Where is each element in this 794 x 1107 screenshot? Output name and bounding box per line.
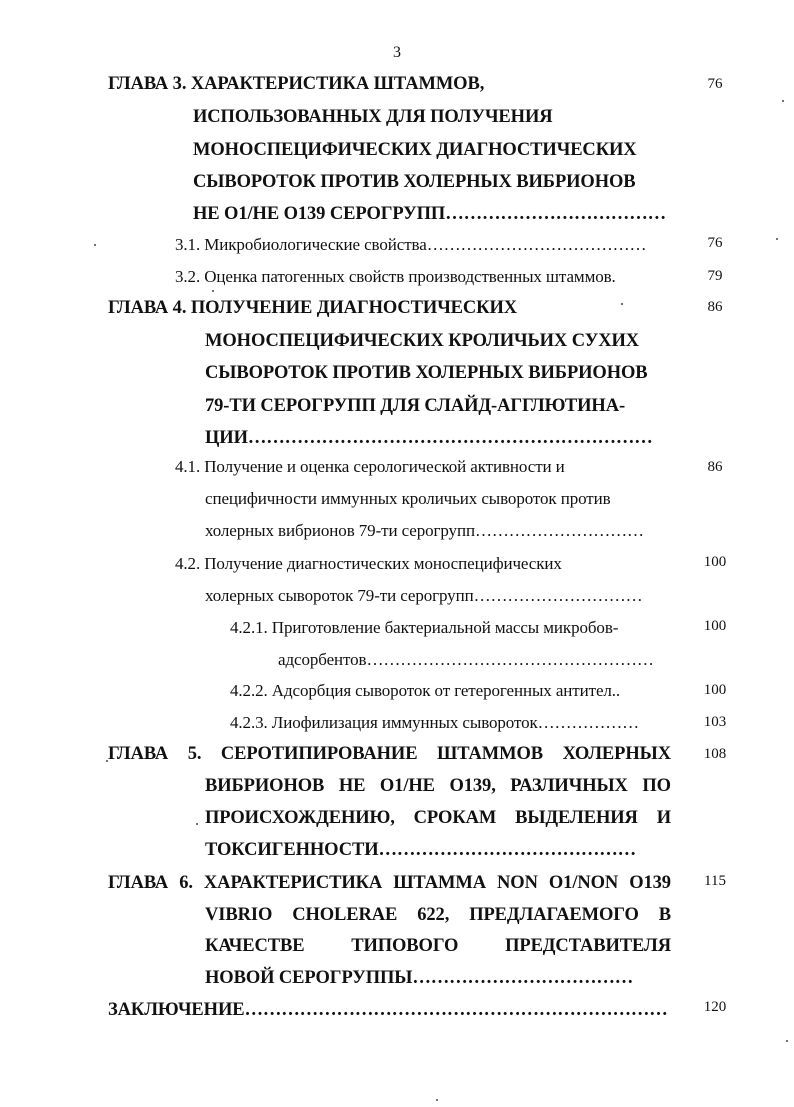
word: О1/НЕ [379,776,435,796]
word: ГЛАВА [108,744,169,764]
word: ПРЕДЛАГАЕМОГО [469,905,639,925]
toc-section-4-1-page: 86 [707,459,723,475]
toc-chapter-6-line-3 [205,932,671,960]
word: CHOLERAE [292,905,398,925]
toc-section-4-2-1-line-2: адсорбентов…………………………………………… [278,650,654,669]
word: В [658,905,671,925]
word: NON [497,873,538,893]
toc-chapter-3-line-2: ИСПОЛЬЗОВАННЫХ ДЛЯ ПОЛУЧЕНИЯ [193,107,553,127]
word: ХАРАКТЕРИСТИКА [203,873,383,893]
toc-section-4-2-3: 4.2.3. Лиофилизация иммунных сывороток……………… [230,713,640,732]
toc-chapter-5-line-4: ТОКСИГЕННОСТИ…………………………………… [205,840,637,860]
scan-speck [786,1040,788,1042]
toc-section-4-1-line-1: 4.1. Получение и оценка серологической активности и [175,457,565,476]
word: И [656,808,671,828]
toc-chapter-3-line-5: НЕ О1/НЕ О139 СЕРОГРУПП……………………………… [193,204,667,224]
word: ГЛАВА [108,873,169,893]
scan-speck [621,303,623,305]
toc-section-4-2-2: 4.2.2. Адсорбция сывороток от гетерогенных антител.. [230,681,621,700]
word: КАЧЕСТВЕ [205,936,305,956]
toc-section-4-2-1-page: 100 [703,618,727,634]
word: 5. [187,744,202,764]
word: ТИПОВОГО [351,936,459,956]
page-number: 3 [393,44,401,61]
word: СЕРОТИПИРОВАНИЕ [220,744,418,764]
word: ПО [642,776,671,796]
toc-conclusion: ЗАКЛЮЧЕНИЕ…………………………………………………………… [108,1000,668,1020]
scan-speck [782,100,784,102]
scan-speck [436,1099,438,1101]
word: ШТАММОВ [436,744,544,764]
toc-section-4-2-2-page: 100 [703,682,727,698]
toc-section-3-1: 3.1. Микробиологические свойства………………………………… [175,235,647,254]
scan-speck [94,244,96,246]
toc-conclusion-page: 120 [703,999,727,1015]
scan-speck [212,290,214,292]
toc-chapter-6-page: 115 [704,873,726,889]
scan-speck [776,238,778,240]
word: ПРОИСХОЖДЕНИЮ, [205,808,395,828]
toc-chapter-3-page: 76 [707,76,723,92]
toc-section-4-2-line-2: холерных сывороток 79-ти серогрупп………………………… [205,586,643,605]
toc-chapter-6-line-2 [205,901,671,929]
word: ПРЕДСТАВИТЕЛЯ [505,936,671,956]
toc-section-3-1-page: 76 [707,235,723,251]
toc-chapter-6-line-4: НОВОЙ СЕРОГРУППЫ……………………………… [205,968,634,988]
toc-section-3-2-page: 79 [707,268,723,284]
toc-chapter-3-line-3: МОНОСПЕЦИФИЧЕСКИХ ДИАГНОСТИЧЕСКИХ [193,140,637,160]
toc-section-4-2-line-1: 4.2. Получение диагностических моноспецифических [175,554,562,573]
toc-section-4-1-line-3: холерных вибрионов 79-ти серогрупп………………………… [205,521,644,540]
word: СРОКАМ [413,808,497,828]
toc-chapter-5-line-1 [108,740,671,768]
toc-chapter-5-line-3 [205,804,671,832]
word: О139, [449,776,496,796]
toc-section-4-2-1-line-1: 4.2.1. Приготовление бактериальной массы микробов- [230,618,619,637]
word: ВИБРИОНОВ [205,776,325,796]
word: O139 [629,873,671,893]
toc-chapter-4-line-2: МОНОСПЕЦИФИЧЕСКИХ КРОЛИЧЬИХ СУХИХ [205,331,640,351]
word: 622, [417,905,450,925]
word: 6. [179,873,193,893]
toc-chapter-4-line-5: ЦИИ………………………………………………………… [205,428,653,448]
toc-section-4-1-line-2: специфичности иммунных кроличьих сывороток против [205,489,611,508]
word: НЕ [338,776,366,796]
word: O1/NON [548,873,619,893]
word: ШТАММА [393,873,486,893]
toc-chapter-3-line-4: СЫВОРОТОК ПРОТИВ ХОЛЕРНЫХ ВИБРИОНОВ [193,172,636,192]
toc-chapter-5-line-2 [205,772,671,800]
toc-section-3-2: 3.2. Оценка патогенных свойств производственных штаммов. [175,267,616,286]
toc-section-4-2-page: 100 [703,554,727,570]
scan-speck [106,760,108,762]
toc-chapter-4-page: 86 [707,299,723,315]
word: ВЫДЕЛЕНИЯ [515,808,638,828]
scan-speck [196,823,198,825]
word: VIBRIO [205,905,273,925]
toc-section-4-2-3-page: 103 [703,714,727,730]
toc-chapter-4-line-1: ГЛАВА 4. ПОЛУЧЕНИЕ ДИАГНОСТИЧЕСКИХ [108,298,518,318]
toc-chapter-4-line-3: СЫВОРОТОК ПРОТИВ ХОЛЕРНЫХ ВИБРИОНОВ [205,363,648,383]
word: ХОЛЕРНЫХ [562,744,671,764]
toc-chapter-5-page: 108 [703,746,727,762]
toc-chapter-3-line-1: ГЛАВА 3. ХАРАКТЕРИСТИКА ШТАММОВ, [108,74,485,94]
toc-chapter-6-line-1 [108,869,671,897]
word: РАЗЛИЧНЫХ [510,776,628,796]
toc-chapter-4-line-4: 79-ТИ СЕРОГРУПП ДЛЯ СЛАЙД-АГГЛЮТИНА- [205,396,626,416]
